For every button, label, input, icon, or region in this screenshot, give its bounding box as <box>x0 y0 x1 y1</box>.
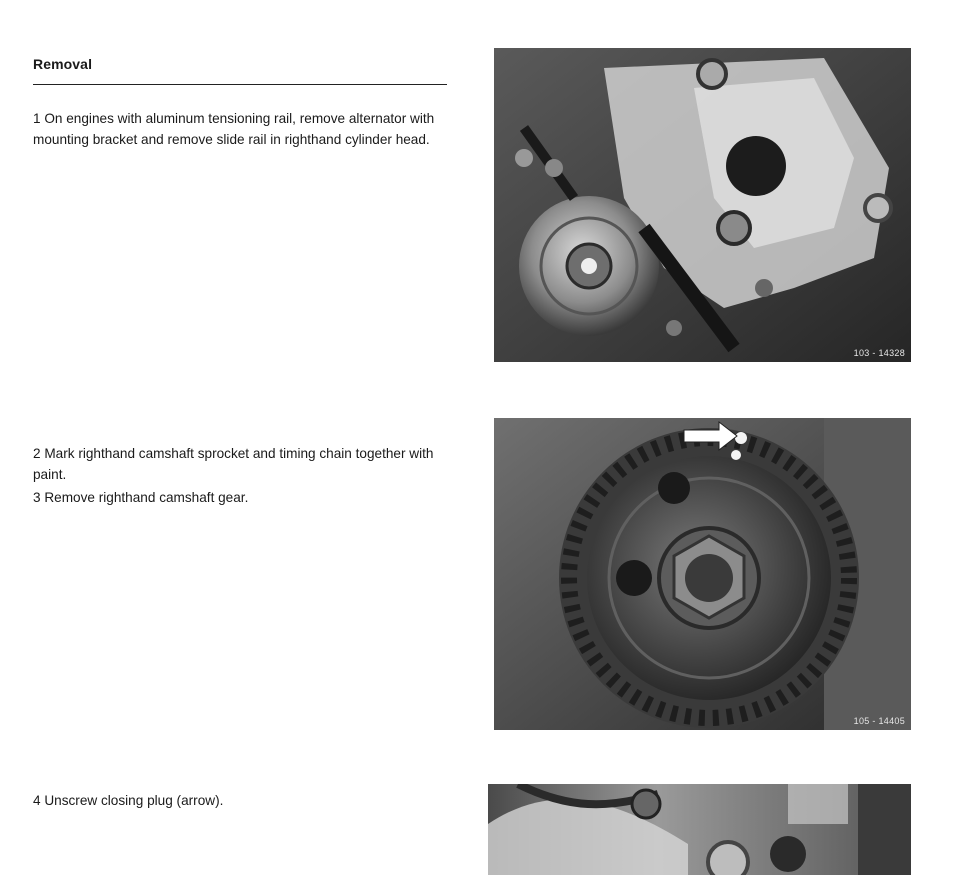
photo-closing-plug <box>488 784 911 875</box>
photo-camshaft-sprocket <box>494 418 911 730</box>
step-4: 4 Unscrew closing plug (arrow). <box>33 793 224 808</box>
photo-closing-plug-image <box>488 784 911 875</box>
step-3: 3 Remove righthand camshaft gear. <box>33 490 249 505</box>
photo-camshaft-sprocket-image <box>494 418 911 730</box>
step-1: 1 On engines with aluminum tensioning rail, remove alternator with mounting bracket and remove slide rail in righthand cylinder head. <box>33 111 435 147</box>
heading-rule <box>33 84 447 85</box>
photo-alternator-bracket-label: 103 - 14328 <box>853 348 905 358</box>
photo-alternator-bracket-image <box>494 48 911 362</box>
section-heading: Removal <box>33 56 93 72</box>
step-2: 2 Mark righthand camshaft sprocket and timing chain together with paint. <box>33 446 434 482</box>
photo-camshaft-sprocket-label: 105 - 14405 <box>853 716 905 726</box>
photo-alternator-bracket <box>494 48 911 362</box>
